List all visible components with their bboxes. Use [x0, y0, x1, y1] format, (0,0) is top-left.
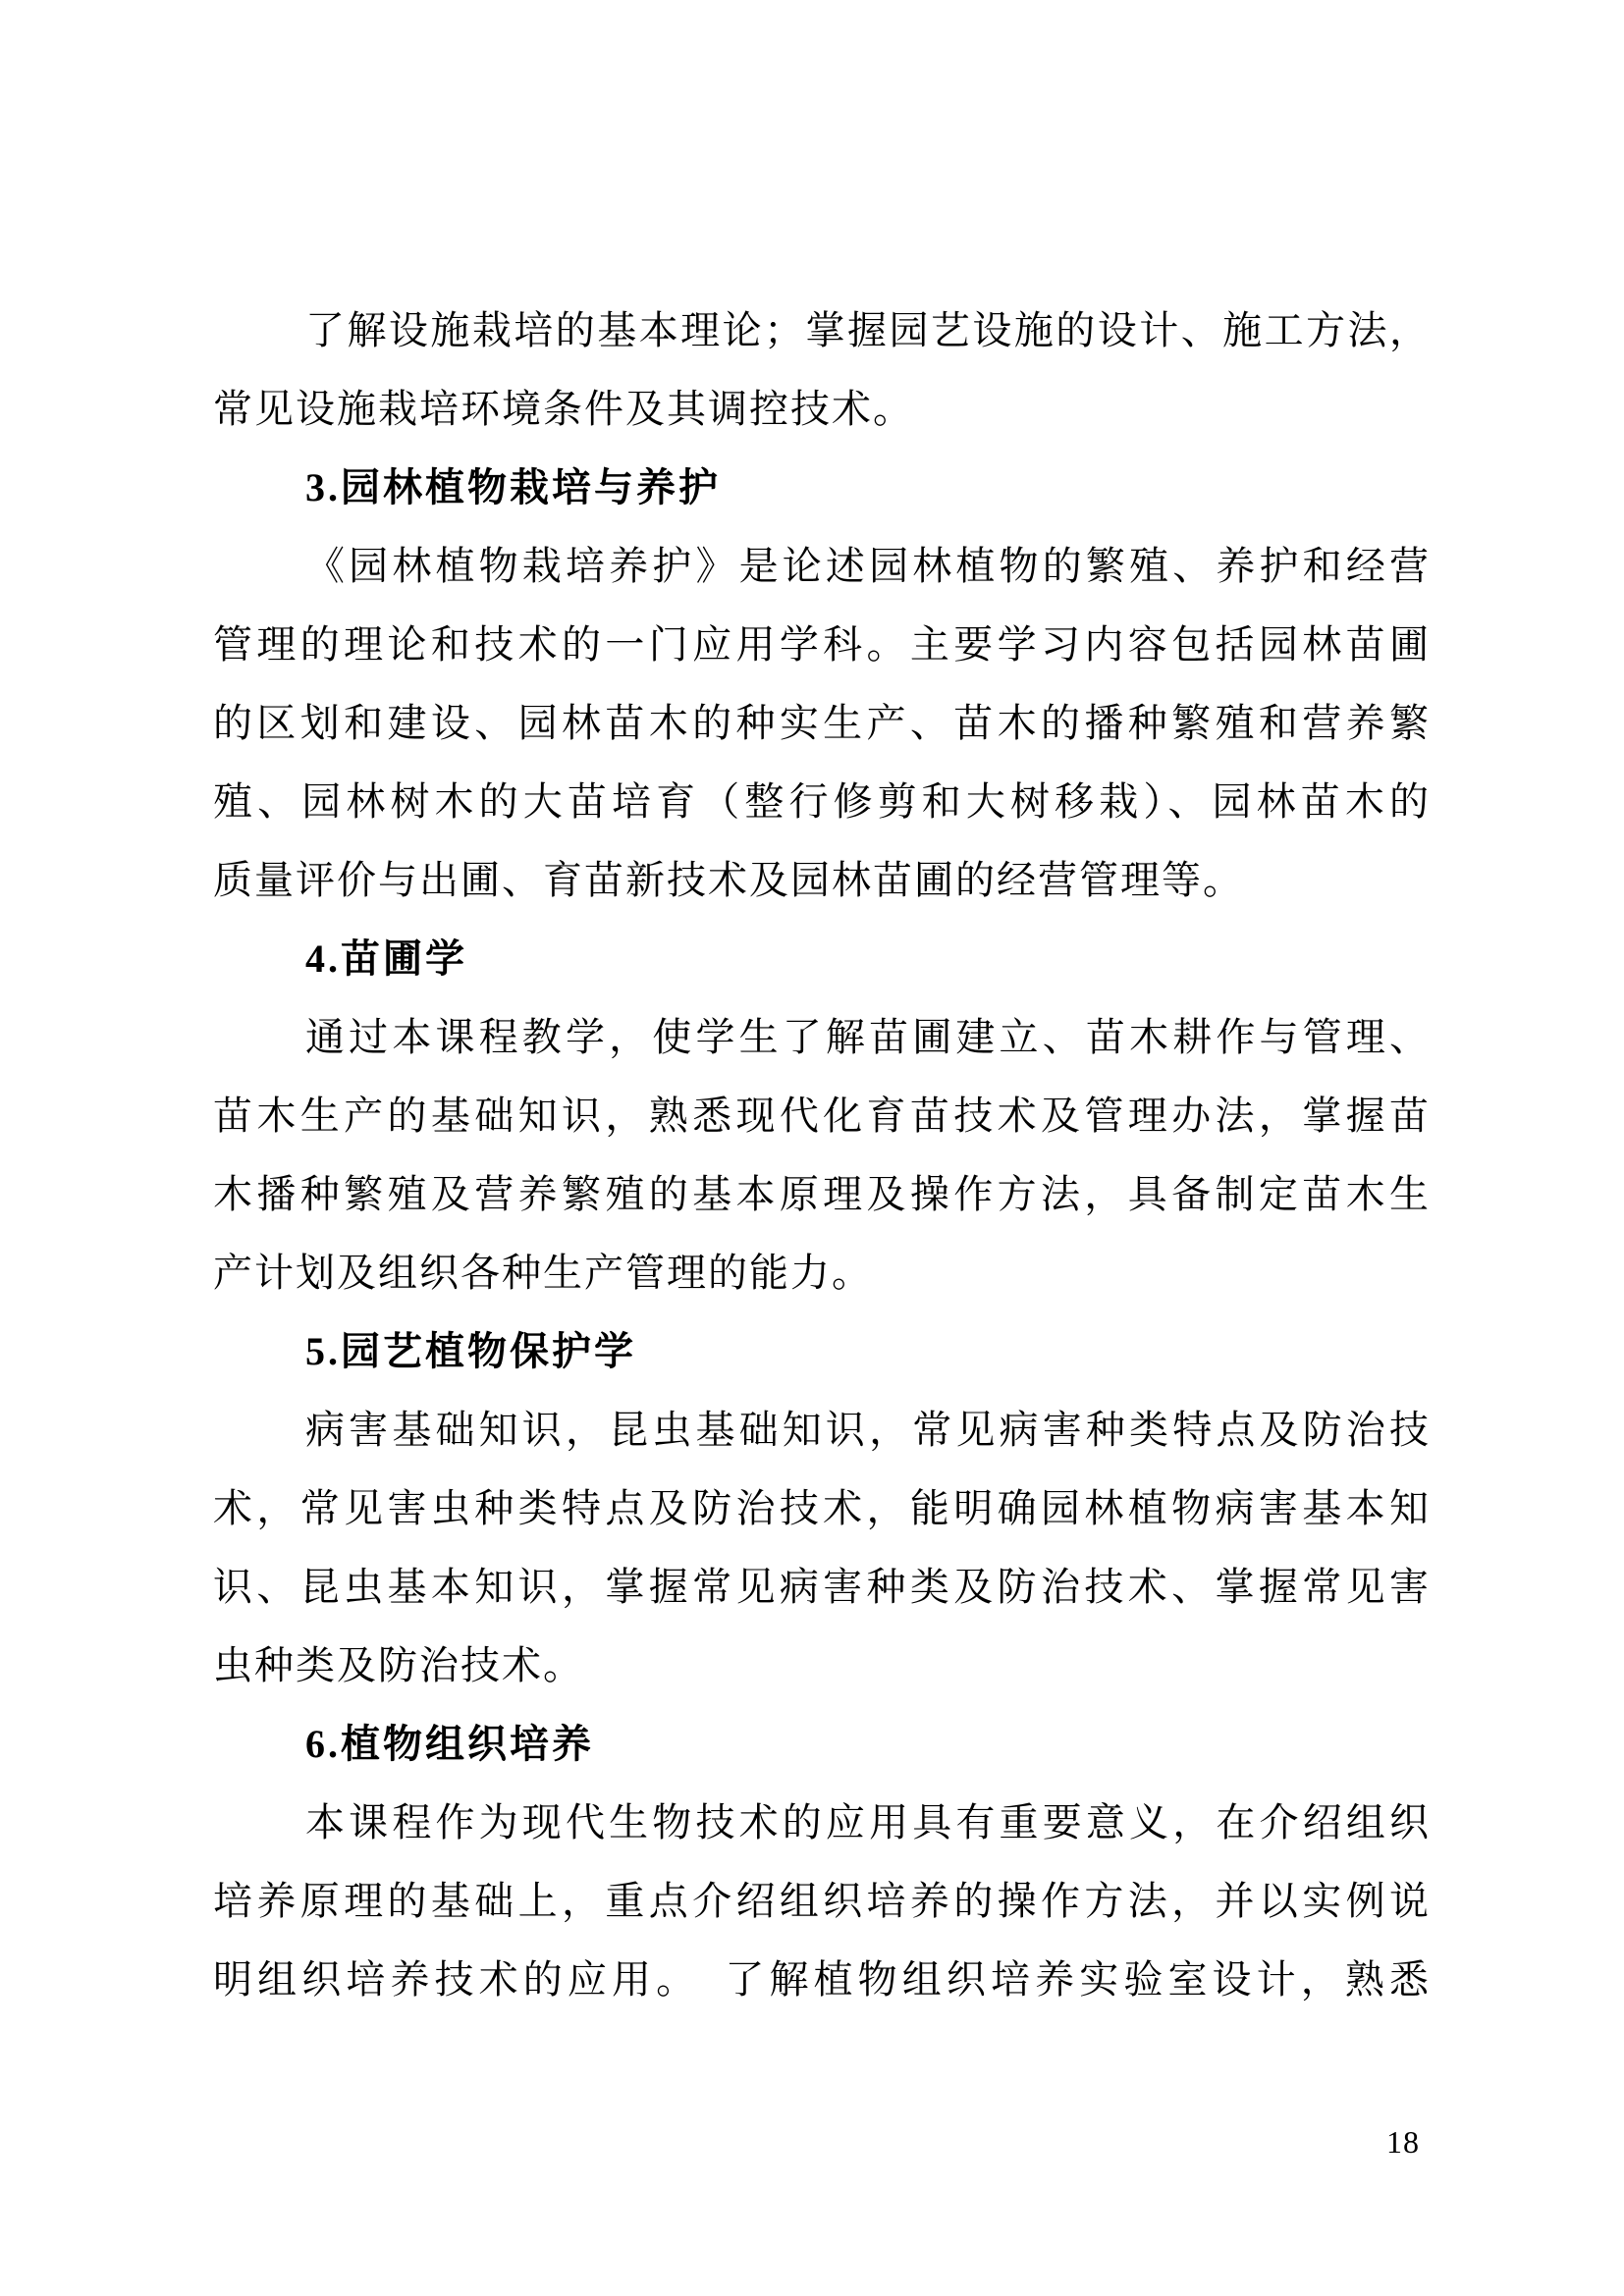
body-line: 的区划和建设、园林苗木的种实生产、苗木的播种繁殖和营养繁 — [213, 701, 1431, 745]
body-line: 本课程作为现代生物技术的应用具有重要意义，在介绍组织 — [305, 1800, 1431, 1844]
section-heading-4: 4.苗圃学 — [305, 936, 467, 981]
body-line: 虫种类及防治技术。 — [213, 1643, 584, 1687]
section-heading-6: 6.植物组织培养 — [305, 1722, 594, 1766]
text-block — [213, 292, 1431, 2019]
body-line: 管理的理论和技术的一门应用学科。主要学习内容包括园林苗圃 — [213, 622, 1431, 667]
body-line: 产计划及组织各种生产管理的能力。 — [213, 1251, 873, 1295]
body-line: 术，常见害虫种类特点及防治技术，能明确园林植物病害基本知 — [213, 1486, 1431, 1530]
body-line: 病害基础知识，昆虫基础知识，常见病害种类特点及防治技 — [305, 1408, 1431, 1452]
body-line: 通过本课程教学，使学生了解苗圃建立、苗木耕作与管理、 — [305, 1015, 1431, 1059]
section-heading-3: 3.园林植物栽培与养护 — [305, 465, 721, 509]
body-line: 木播种繁殖及营养繁殖的基本原理及操作方法，具备制定苗木生 — [213, 1172, 1431, 1216]
body-line: 明组织培养技术的应用。 了解植物组织培养实验室设计，熟悉 — [213, 1957, 1431, 2002]
section-heading-5: 5.园艺植物保护学 — [305, 1329, 636, 1373]
body-line: 了解设施栽培的基本理论；掌握园艺设施的设计、施工方法， — [305, 308, 1431, 352]
body-line: 培养原理的基础上，重点介绍组织培养的操作方法，并以实例说 — [213, 1879, 1431, 1923]
page-number: 18 — [1386, 2124, 1420, 2160]
body-line: 《园林植物栽培养护》是论述园林植物的繁殖、养护和经营 — [305, 544, 1431, 588]
body-line: 识、昆虫基本知识，掌握常见病害种类及防治技术、掌握常见害 — [213, 1565, 1431, 1609]
body-line: 质量评价与出圃、育苗新技术及园林苗圃的经营管理等。 — [213, 858, 1244, 902]
body-line: 常见设施栽培环境条件及其调控技术。 — [213, 387, 914, 431]
body-line: 殖、园林树木的大苗培育（整行修剪和大树移栽）、园林苗木的 — [213, 779, 1431, 824]
body-line: 苗木生产的基础知识，熟悉现代化育苗技术及管理办法，掌握苗 — [213, 1094, 1431, 1138]
